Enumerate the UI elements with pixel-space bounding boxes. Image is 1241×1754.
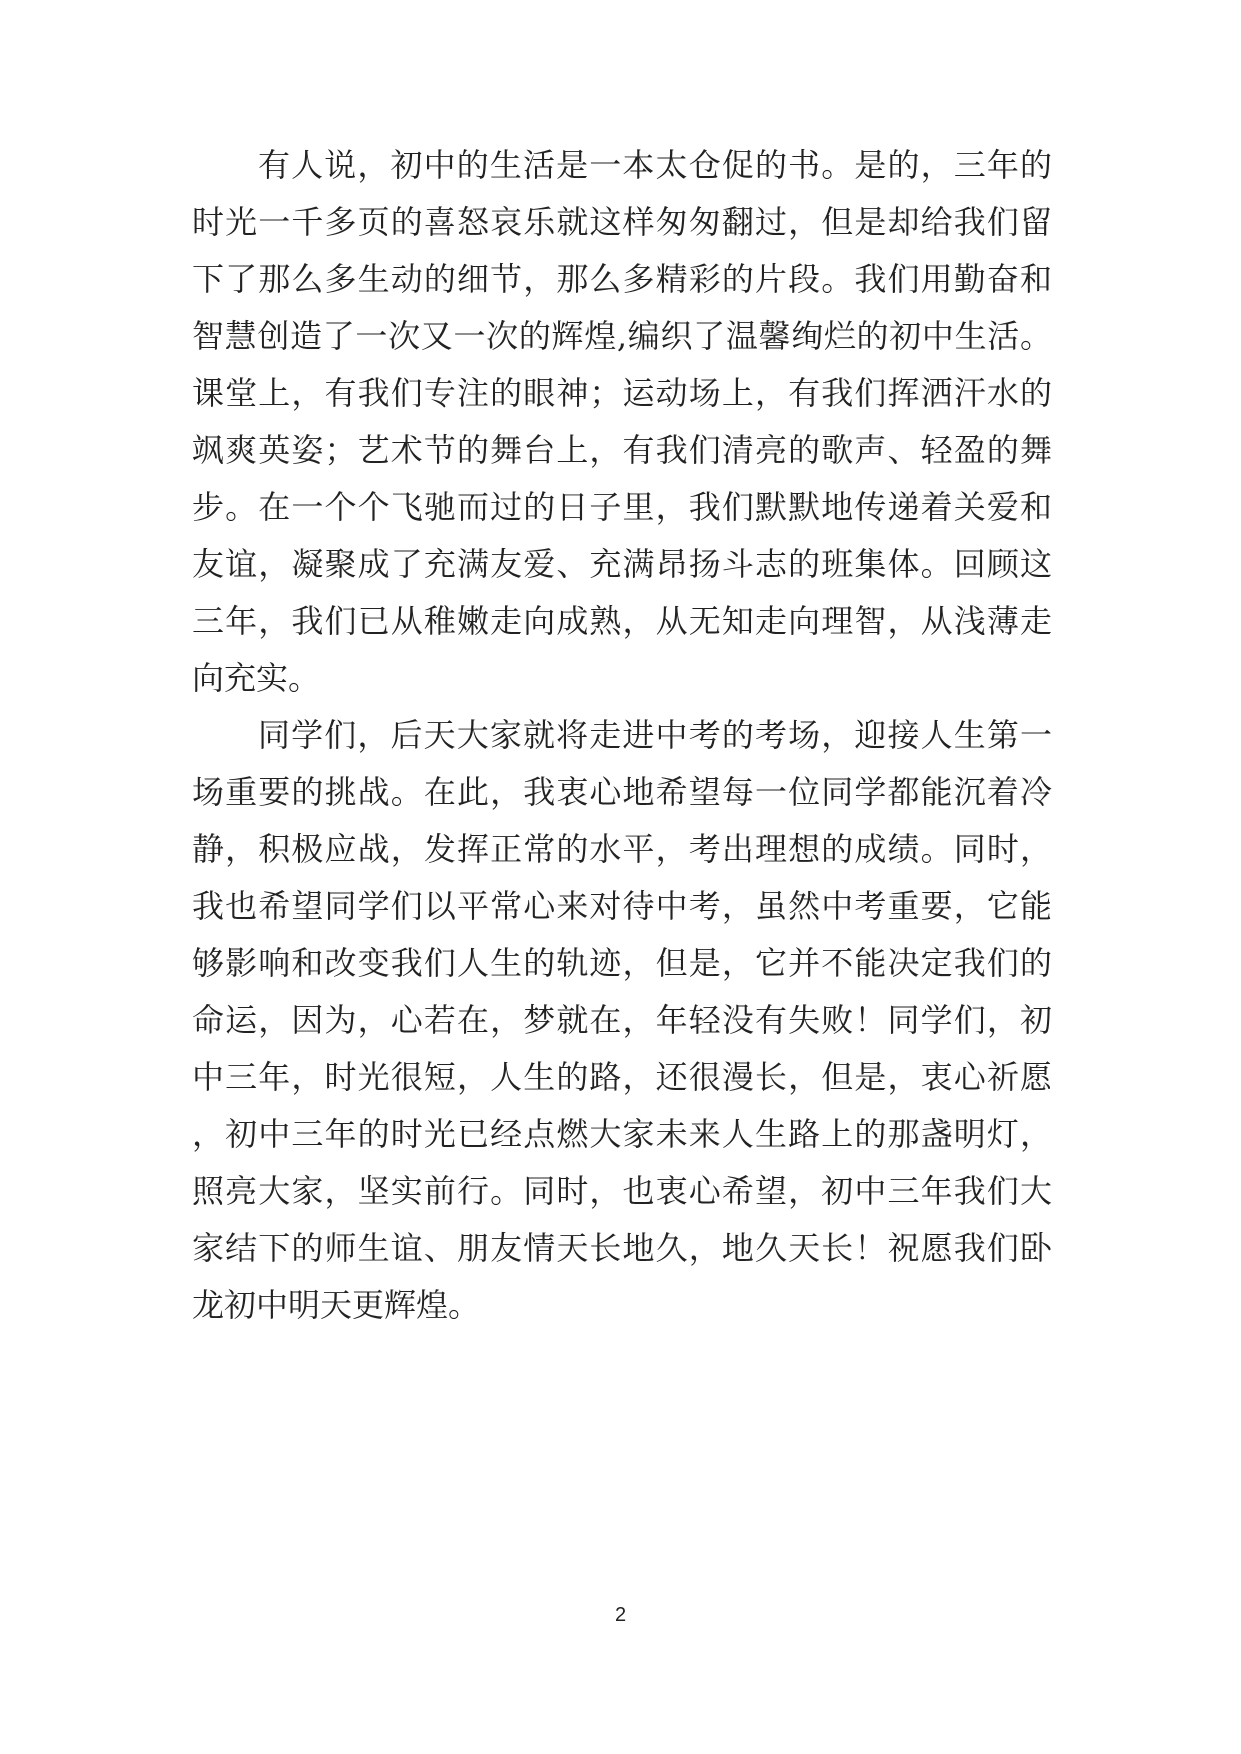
paragraph-1-line-7: 步。在一个个飞驰而过的日子里，我们默默地传递着关爱和 xyxy=(192,488,1052,526)
paragraph-2-line-5: 够影响和改变我们人生的轨迹，但是，它并不能决定我们的 xyxy=(192,944,1052,982)
paragraph-2-line-6: 命运，因为，心若在，梦就在，年轻没有失败！同学们，初 xyxy=(192,1001,1052,1039)
paragraph-2-line-1: 同学们，后天大家就将走进中考的考场，迎接人生第一 xyxy=(258,716,1052,754)
paragraph-1-line-9: 三年，我们已从稚嫩走向成熟，从无知走向理智，从浅薄走 xyxy=(192,602,1052,640)
paragraph-2-line-3: 静，积极应战，发挥正常的水平，考出理想的成绩。同时， xyxy=(192,830,1052,868)
paragraph-1-line-3: 下了那么多生动的细节，那么多精彩的片段。我们用勤奋和 xyxy=(192,260,1052,298)
paragraph-1-line-8: 友谊，凝聚成了充满友爱、充满昂扬斗志的班集体。回顾这 xyxy=(192,545,1052,583)
paragraph-1-line-5: 课堂上，有我们专注的眼神；运动场上，有我们挥洒汗水的 xyxy=(192,374,1052,412)
paragraph-2-line-4: 我也希望同学们以平常心来对待中考，虽然中考重要，它能 xyxy=(192,887,1052,925)
paragraph-1-line-4: 智慧创造了一次又一次的辉煌,编织了温馨绚烂的初中生活。 xyxy=(192,317,1052,355)
paragraph-2-line-10: 家结下的师生谊、朋友情天长地久，地久天长！祝愿我们卧 xyxy=(192,1229,1052,1267)
paragraph-2-line-11: 龙初中明天更辉煌。 xyxy=(192,1286,481,1324)
paragraph-2-line-8: ，初中三年的时光已经点燃大家未来人生路上的那盏明灯， xyxy=(192,1115,1052,1153)
paragraph-1-line-2: 时光一千多页的喜怒哀乐就这样匆匆翻过，但是却给我们留 xyxy=(192,203,1052,241)
page-number: 2 xyxy=(614,1604,627,1626)
paragraph-2-line-7: 中三年，时光很短，人生的路，还很漫长，但是，衷心祈愿 xyxy=(192,1058,1052,1096)
paragraph-1-line-6: 飒爽英姿；艺术节的舞台上，有我们清亮的歌声、轻盈的舞 xyxy=(192,431,1052,469)
paragraph-2-line-9: 照亮大家，坚实前行。同时，也衷心希望，初中三年我们大 xyxy=(192,1172,1052,1210)
paragraph-2-line-2: 场重要的挑战。在此，我衷心地希望每一位同学都能沉着冷 xyxy=(192,773,1052,811)
paragraph-1-line-1: 有人说，初中的生活是一本太仓促的书。是的，三年的 xyxy=(258,146,1052,184)
paragraph-1-line-10: 向充实。 xyxy=(192,659,321,697)
